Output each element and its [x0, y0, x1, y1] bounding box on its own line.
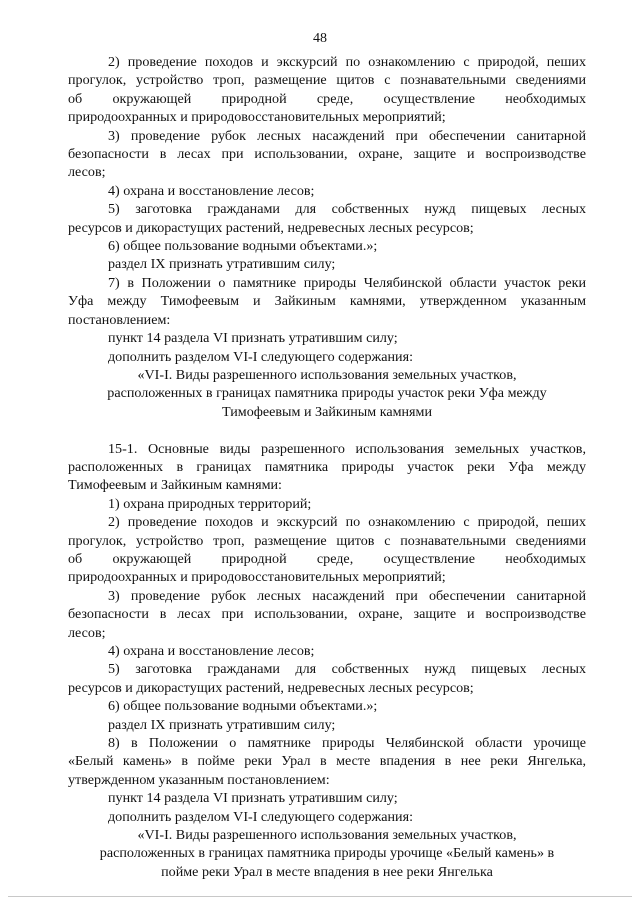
- text-line: дополнить разделом VI-I следующего содержания:: [108, 808, 413, 825]
- text-line: лесов;: [68, 624, 106, 641]
- text-line: об окружающей природной среде, осуществление необходимых: [68, 90, 586, 107]
- text-line: лесов;: [68, 164, 106, 181]
- text-line: пункт 14 раздела VI признать утратившим силу;: [108, 330, 398, 347]
- text-line: Тимофеевым и Зайкиным камнями:: [68, 477, 282, 494]
- text-line: 2) проведение походов и экскурсий по ознакомлению с природой, пеших: [108, 514, 586, 531]
- text-line: дополнить разделом VI-I следующего содержания:: [108, 348, 413, 365]
- text-line: 2) проведение походов и экскурсий по ознакомлению с природой, пеших: [108, 54, 586, 70]
- section-heading-line: «VI-I. Виды разрешенного использования земельных участков,: [137, 366, 517, 383]
- section-heading-line: «VI-I. Виды разрешенного использования земельных участков,: [137, 827, 517, 844]
- text-line: природоохранных и природовосстановительных мероприятий;: [68, 109, 446, 126]
- text-line: расположенных в границах памятника природы участок реки Уфа между: [68, 458, 586, 475]
- text-line: пункт 14 раздела VI признать утратившим силу;: [108, 790, 398, 807]
- text-line: безопасности в лесах при использовании, охране, защите и воспроизводстве: [68, 606, 586, 623]
- blank-line: [68, 421, 586, 439]
- text-line: безопасности в лесах при использовании, охране, защите и воспроизводстве: [68, 146, 586, 163]
- text-line: раздел IX признать утратившим силу;: [108, 716, 336, 733]
- text-line: постановлением:: [68, 311, 171, 328]
- text-line: 8) в Положении о памятнике природы Челябинской области урочище: [108, 735, 586, 752]
- text-line: 4) охрана и восстановление лесов;: [108, 182, 315, 199]
- section-heading-line: пойме реки Урал в месте впадения в нее реки Янгелька: [161, 863, 493, 880]
- text-line: 6) общее пользование водными объектами.»;: [108, 238, 378, 255]
- section-heading-line: расположенных в границах памятника природы урочище «Белый камень» в: [99, 845, 555, 862]
- text-line: раздел IX признать утратившим силу;: [108, 256, 336, 273]
- text-line: 5) заготовка гражданами для собственных нужд пищевых лесных: [108, 661, 586, 678]
- text-line: Уфа между Тимофеевым и Зайкиным камнями, утвержденном указанным: [68, 293, 586, 310]
- text-line: 1) охрана природных территорий;: [108, 495, 312, 512]
- text-line: прогулок, устройство троп, размещение щитов с познавательными сведениями: [68, 72, 586, 89]
- text-line: об окружающей природной среде, осуществление необходимых: [68, 550, 586, 567]
- text-line: 15-1. Основные виды разрешенного использования земельных участков,: [108, 440, 586, 457]
- document-body: [68, 53, 586, 881]
- text-line: ресурсов и дикорастущих растений, недревесных лесных ресурсов;: [68, 679, 474, 696]
- text-line: прогулок, устройство троп, размещение щитов с познавательными сведениями: [68, 532, 586, 549]
- section-heading-line: расположенных в границах памятника природы участок реки Уфа между: [107, 385, 547, 402]
- text-line: 5) заготовка гражданами для собственных нужд пищевых лесных: [108, 201, 586, 218]
- text-line: природоохранных и природовосстановительных мероприятий;: [68, 569, 446, 586]
- text-line: 4) охрана и восстановление лесов;: [108, 642, 315, 659]
- text-line: 3) проведение рубок лесных насаждений при обеспечении санитарной: [108, 587, 586, 604]
- text-line: 7) в Положении о памятнике природы Челябинской области участок реки: [108, 274, 586, 291]
- text-line: 3) проведение рубок лесных насаждений при обеспечении санитарной: [108, 127, 586, 144]
- text-line: утвержденном указанным постановлением:: [68, 771, 330, 788]
- text-line: 6) общее пользование водными объектами.»;: [108, 698, 378, 715]
- scan-edge-line: [8, 896, 632, 897]
- section-heading-line: Тимофеевым и Зайкиным камнями: [221, 403, 433, 420]
- text-line: ресурсов и дикорастущих растений, недревесных лесных ресурсов;: [68, 219, 474, 236]
- text-line: «Белый камень» в пойме реки Урал в месте впадения в нее реки Янгелька,: [68, 753, 586, 770]
- page-number: 48: [313, 31, 327, 46]
